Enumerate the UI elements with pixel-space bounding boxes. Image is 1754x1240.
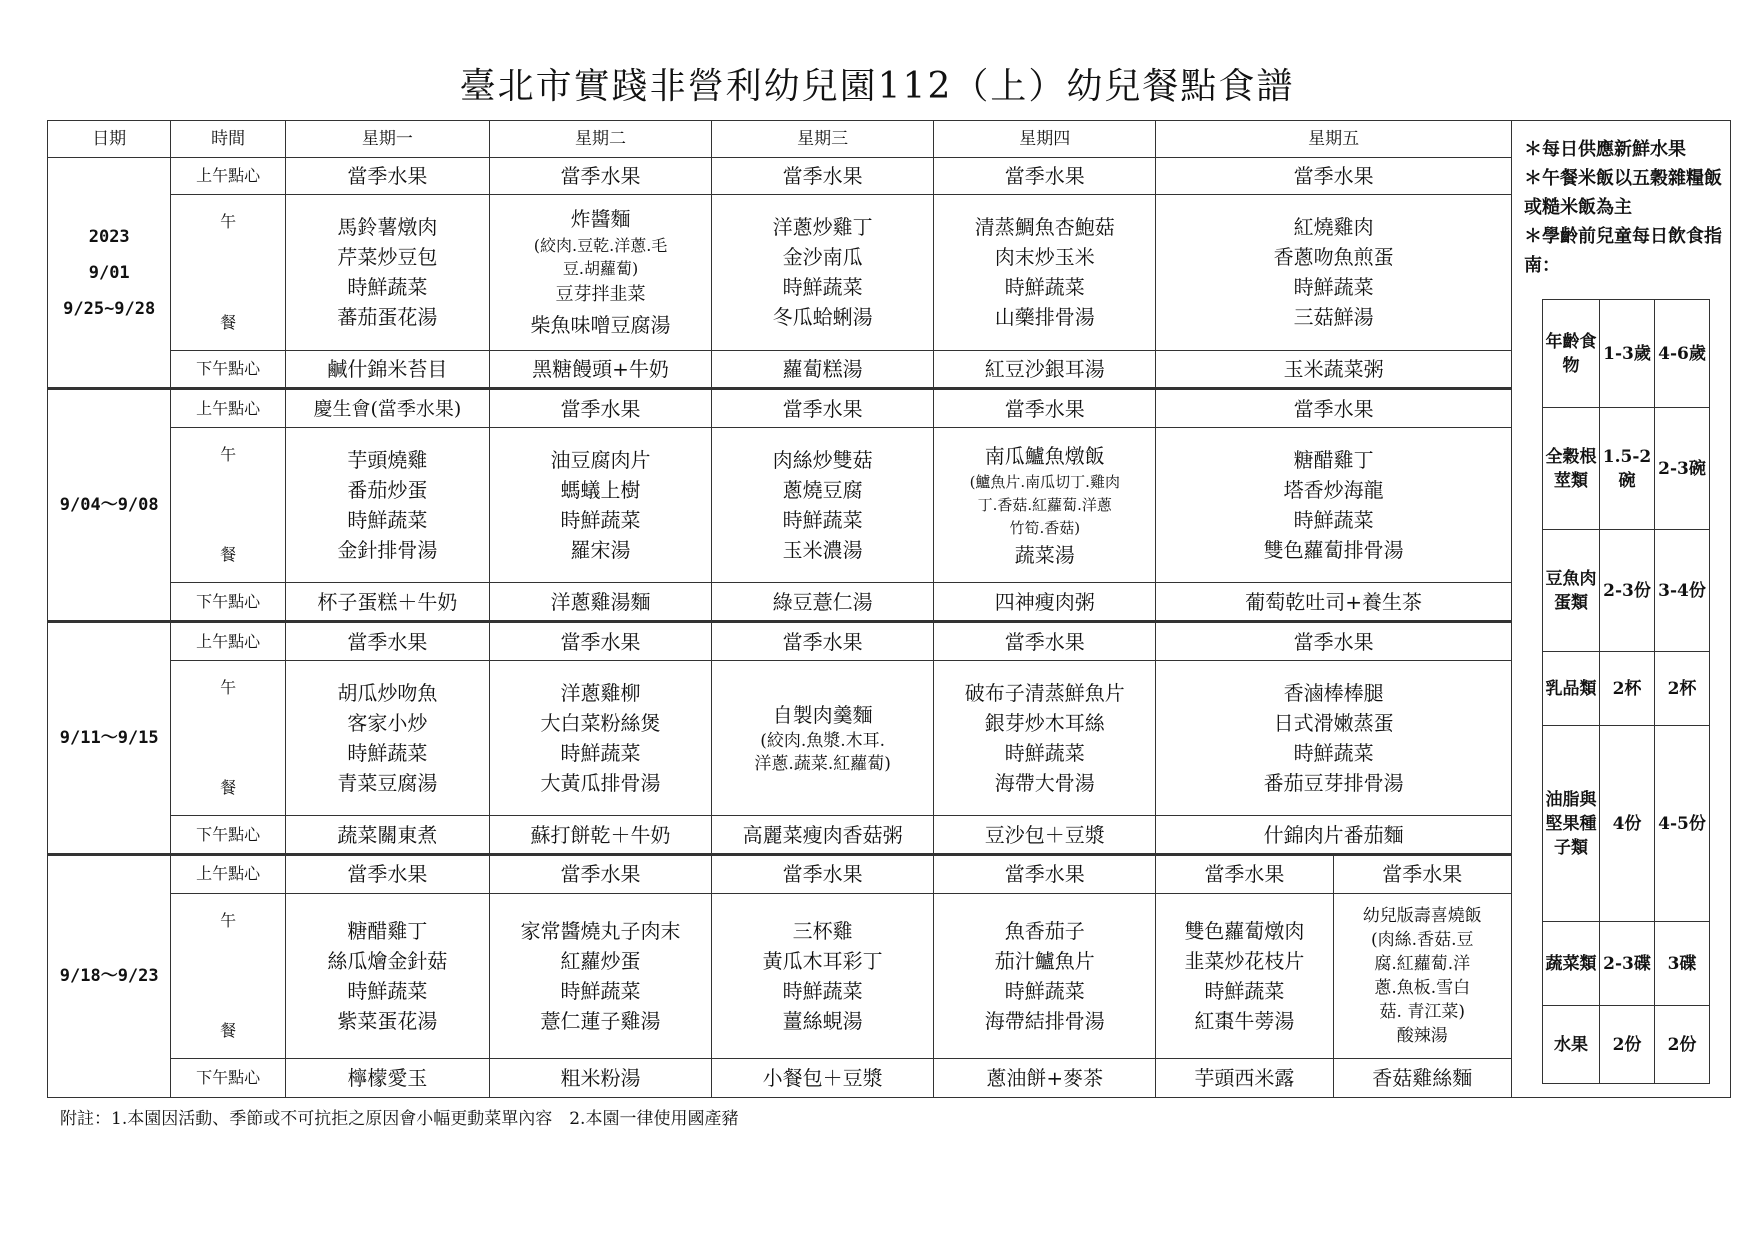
guide-amount-4-6: 2杯 [1655, 652, 1710, 726]
week2-am-fri: 當季水果 [1156, 389, 1512, 428]
week1-morning-row [48, 157, 1512, 194]
header-tue: 星期二 [489, 121, 711, 158]
guide-category: 乳品類 [1543, 652, 1600, 726]
week1-date-line: 9/25~9/28 [63, 298, 156, 319]
week2-am-wed: 當季水果 [712, 389, 934, 428]
week3-lunch-wed [712, 660, 934, 815]
dish: 肉絲炒雙菇 [772, 448, 873, 473]
guide-header-category: 年齡食物 [1543, 300, 1600, 408]
week4-lunch-row [48, 893, 1512, 1058]
week4-pm-fri: 芋頭西米露 [1156, 1059, 1333, 1098]
dish: 時鮮蔬菜 [347, 275, 428, 300]
lunch-label [171, 660, 285, 815]
week1-am-fri: 當季水果 [1156, 157, 1512, 194]
dish: 時鮮蔬菜 [1293, 275, 1374, 300]
guide-row [1543, 408, 1710, 530]
week4-am-tue: 當季水果 [489, 854, 711, 893]
week2-pm-thu: 四神瘦肉粥 [934, 583, 1156, 622]
dish: 香蔥吻魚煎蛋 [1273, 245, 1394, 270]
week3-am-mon: 當季水果 [285, 622, 489, 661]
dish: 紫菜蛋花湯 [337, 1008, 438, 1033]
week1-lunch-wed [712, 194, 934, 350]
dish: 日式滑嫩蒸蛋 [1273, 711, 1394, 736]
dish-ingredients: 菇. 青江菜) [1379, 1001, 1465, 1022]
week1-date-line: 2023 [88, 226, 130, 247]
week4-lunch-sat [1333, 893, 1511, 1058]
dish: 絲瓜燴金針菇 [327, 948, 448, 973]
guide-header-row [1543, 300, 1710, 408]
dish: 柴魚味噌豆腐湯 [530, 313, 671, 338]
dish: 糖醋雞丁 [347, 918, 428, 943]
week2-lunch-wed [712, 428, 934, 583]
lunch-label-bottom: 餐 [220, 545, 237, 565]
lunch-label-top: 午 [220, 910, 237, 930]
dish: 時鮮蔬菜 [782, 978, 863, 1003]
menu-table [47, 120, 1512, 1098]
dish: 螞蟻上樹 [560, 478, 641, 503]
week1-lunch-tue [489, 194, 711, 350]
week1-am-thu: 當季水果 [934, 157, 1156, 194]
dish: 蕃茄蛋花湯 [337, 305, 438, 330]
page-title: 臺北市實踐非營利幼兒園112（上）幼兒餐點食譜 [459, 66, 1295, 107]
week4-am-mon: 當季水果 [285, 854, 489, 893]
dish: 時鮮蔬菜 [1004, 275, 1085, 300]
dish: 時鮮蔬菜 [782, 508, 863, 533]
dish: 肉末炒玉米 [994, 245, 1095, 270]
dish: 時鮮蔬菜 [560, 978, 641, 1003]
week1-pm-thu: 紅豆沙銀耳湯 [934, 350, 1156, 389]
dish: 黃瓜木耳彩丁 [762, 948, 883, 973]
lunch-label-bottom: 餐 [220, 778, 237, 798]
dish: 海帶結排骨湯 [984, 1008, 1105, 1033]
guide-category: 蔬菜類 [1543, 922, 1600, 1006]
week2-pm-mon: 杯子蛋糕＋牛奶 [285, 583, 489, 622]
dish: 洋蔥炒雞丁 [772, 215, 873, 240]
guide-row [1543, 1006, 1710, 1084]
week2-pm-tue: 洋蔥雞湯麵 [489, 583, 711, 622]
dish-ingredients: 豆.胡蘿蔔) [562, 259, 639, 279]
dish: 茄汁鱸魚片 [994, 948, 1095, 973]
dish: 芹菜炒豆包 [337, 245, 438, 270]
week2-lunch-row [48, 428, 1512, 583]
dish-ingredients: 腐.紅蘿蔔.洋 [1374, 953, 1471, 974]
dish: 山藥排骨湯 [994, 305, 1095, 330]
week3-afternoon-row [48, 816, 1512, 855]
week2-am-thu: 當季水果 [934, 389, 1156, 428]
week4-pm-wed: 小餐包＋豆漿 [712, 1059, 934, 1098]
week3-lunch-row [48, 660, 1512, 815]
guide-amount-1-3: 4份 [1600, 726, 1655, 922]
dish-ingredients: (鱸魚片.南瓜切丁.雞肉 [969, 472, 1120, 491]
guide-category: 油脂與堅果種子類 [1543, 726, 1600, 922]
week2-afternoon-row [48, 583, 1512, 622]
week1-am-wed: 當季水果 [712, 157, 934, 194]
guide-amount-4-6: 4-5份 [1655, 726, 1710, 922]
dish: 海帶大骨湯 [994, 771, 1095, 796]
week1-pm-fri: 玉米蔬菜粥 [1156, 350, 1512, 389]
dish: 洋蔥雞柳 [560, 681, 641, 706]
note-item: ＊午餐米飯以五穀雜糧飯或糙米飯為主 [1524, 168, 1722, 218]
dish: 酸辣湯 [1396, 1025, 1448, 1046]
week2-pm-wed: 綠豆薏仁湯 [712, 583, 934, 622]
week4-lunch-wed [712, 893, 934, 1058]
dish: 魚香茄子 [1004, 918, 1085, 943]
dish: 三菇鮮湯 [1293, 305, 1374, 330]
dish: 韭菜炒花枝片 [1184, 948, 1305, 973]
dish: 時鮮蔬菜 [347, 741, 428, 766]
morning-snack-label: 上午點心 [171, 157, 285, 194]
dish: 銀芽炒木耳絲 [984, 711, 1105, 736]
dish: 塔香炒海龍 [1283, 478, 1384, 503]
week2-lunch-fri [1156, 428, 1512, 583]
guide-row [1543, 652, 1710, 726]
week4-pm-sat: 香菇雞絲麵 [1333, 1059, 1511, 1098]
dish-ingredients: (絞肉.魚漿.木耳. [760, 731, 886, 752]
guide-amount-4-6: 3碟 [1655, 922, 1710, 1006]
dish: 糖醋雞丁 [1293, 448, 1374, 473]
week3-lunch-tue [489, 660, 711, 815]
dish: 番茄豆芽排骨湯 [1263, 771, 1404, 796]
dish-ingredients: 丁.香菇.紅蘿蔔.洋蔥 [977, 495, 1112, 514]
dish: 蔬菜湯 [1014, 542, 1075, 567]
dish: 雙色蘿蔔燉肉 [1184, 918, 1305, 943]
dish: 金沙南瓜 [782, 245, 863, 270]
week4-pm-thu: 蔥油餅+麥茶 [934, 1059, 1156, 1098]
dish: 時鮮蔬菜 [347, 508, 428, 533]
dish: 紅燒雞肉 [1293, 215, 1374, 240]
notes-panel [1512, 120, 1731, 1098]
dish: 薑絲蜆湯 [782, 1008, 863, 1033]
dish: 青菜豆腐湯 [337, 771, 438, 796]
notes-list [1524, 135, 1724, 280]
guide-header-age-4-6: 4-6歲 [1655, 300, 1710, 408]
dish: 時鮮蔬菜 [1004, 978, 1085, 1003]
header-time: 時間 [171, 121, 285, 158]
week4-am-thu: 當季水果 [934, 854, 1156, 893]
header-date: 日期 [48, 121, 171, 158]
dish: 紅蘿炒蛋 [560, 948, 641, 973]
dish: 時鮮蔬菜 [347, 978, 428, 1003]
lunch-label [171, 428, 285, 583]
dish: 時鮮蔬菜 [1004, 741, 1085, 766]
week3-lunch-thu [934, 660, 1156, 815]
dish-ingredients: 洋蔥.蔬菜.紅蘿蔔) [754, 754, 891, 775]
week4-dates: 9/18～9/23 [48, 854, 171, 1097]
dish: 三杯雞 [792, 918, 853, 943]
note-item: ＊學齡前兒童每日飲食指南： [1524, 226, 1722, 276]
dish: 豆芽拌韭菜 [555, 284, 646, 306]
dish: 馬鈴薯燉肉 [337, 215, 438, 240]
dish: 幼兒版壽喜燒飯 [1362, 905, 1482, 926]
dish: 番茄炒蛋 [347, 478, 428, 503]
week3-pm-fri: 什錦肉片番茄麵 [1156, 816, 1512, 855]
note-item: ＊每日供應新鮮水果 [1524, 139, 1686, 160]
dish-ingredients: (絞肉.豆乾.洋蔥.毛 [533, 236, 668, 256]
week1-lunch-row [48, 194, 1512, 350]
week3-am-tue: 當季水果 [489, 622, 711, 661]
morning-snack-label: 上午點心 [171, 622, 285, 661]
week2-morning-row [48, 389, 1512, 428]
morning-snack-label: 上午點心 [171, 389, 285, 428]
morning-snack-label: 上午點心 [171, 854, 285, 893]
week3-pm-thu: 豆沙包＋豆漿 [934, 816, 1156, 855]
guide-amount-4-6: 3-4份 [1655, 530, 1710, 652]
dish: 時鮮蔬菜 [1293, 741, 1374, 766]
afternoon-snack-label: 下午點心 [171, 350, 285, 389]
header-fri: 星期五 [1156, 121, 1512, 158]
week1-dates [48, 157, 171, 389]
week2-am-tue: 當季水果 [489, 389, 711, 428]
dish-ingredients: (肉絲.香菇.豆 [1371, 929, 1474, 950]
guide-amount-4-6: 2-3碗 [1655, 408, 1710, 530]
week4-lunch-thu [934, 893, 1156, 1058]
guide-category: 水果 [1543, 1006, 1600, 1084]
guide-row [1543, 726, 1710, 922]
week3-dates: 9/11～9/15 [48, 622, 171, 855]
lunch-label-top: 午 [220, 445, 237, 465]
dish-ingredients: 竹筍.香菇) [1009, 518, 1081, 537]
dish: 芋頭燒雞 [347, 448, 428, 473]
dish: 時鮮蔬菜 [560, 741, 641, 766]
week3-pm-wed: 高麗菜瘦肉香菇粥 [712, 816, 934, 855]
guide-amount-1-3: 2杯 [1600, 652, 1655, 726]
week4-lunch-tue [489, 893, 711, 1058]
week1-am-tue: 當季水果 [489, 157, 711, 194]
week4-pm-mon: 檸檬愛玉 [285, 1059, 489, 1098]
week4-lunch-mon [285, 893, 489, 1058]
dish: 胡瓜炒吻魚 [337, 681, 438, 706]
week1-pm-tue: 黑糖饅頭+牛奶 [489, 350, 711, 389]
dish: 破布子清蒸鮮魚片 [964, 681, 1125, 706]
lunch-label-top: 午 [220, 677, 237, 697]
guide-category: 豆魚肉蛋類 [1543, 530, 1600, 652]
footnote: 附註：1.本園因活動、季節或不可抗拒之原因會小幅更動菜單內容 2.本園一律使用國產豬 [60, 1109, 739, 1129]
dish: 蔥燒豆腐 [782, 478, 863, 503]
week2-pm-fri: 葡萄乾吐司+養生茶 [1156, 583, 1512, 622]
week1-pm-mon: 鹹什錦米苔目 [285, 350, 489, 389]
week3-am-fri: 當季水果 [1156, 622, 1512, 661]
guide-category: 全穀根莖類 [1543, 408, 1600, 530]
dish: 自製肉羹麵 [772, 703, 873, 728]
dish: 時鮮蔬菜 [782, 275, 863, 300]
lunch-label [171, 194, 285, 350]
afternoon-snack-label: 下午點心 [171, 583, 285, 622]
lunch-label-bottom: 餐 [220, 312, 237, 332]
guide-amount-4-6: 2份 [1655, 1006, 1710, 1084]
week4-pm-tue: 粗米粉湯 [489, 1059, 711, 1098]
week4-am-wed: 當季水果 [712, 854, 934, 893]
week3-pm-tue: 蘇打餅乾＋牛奶 [489, 816, 711, 855]
dietary-guide-table [1542, 299, 1710, 1084]
lunch-label-bottom: 餐 [220, 1021, 237, 1041]
dish: 清蒸鯛魚杏鮑菇 [974, 215, 1115, 240]
dish: 炸醬麵 [570, 207, 631, 232]
week3-morning-row [48, 622, 1512, 661]
afternoon-snack-label: 下午點心 [171, 816, 285, 855]
afternoon-snack-label: 下午點心 [171, 1059, 285, 1098]
dish: 家常醬燒丸子肉末 [520, 918, 681, 943]
week4-lunch-fri [1156, 893, 1333, 1058]
guide-amount-1-3: 2-3碟 [1600, 922, 1655, 1006]
dish: 大黃瓜排骨湯 [540, 771, 661, 796]
dish: 香滷棒棒腿 [1283, 681, 1384, 706]
dish: 時鮮蔬菜 [1204, 978, 1285, 1003]
dish: 薏仁蓮子雞湯 [540, 1008, 661, 1033]
week1-am-mon: 當季水果 [285, 157, 489, 194]
week4-morning-row [48, 854, 1512, 893]
week2-lunch-tue [489, 428, 711, 583]
dish: 金針排骨湯 [337, 538, 438, 563]
dish: 玉米濃湯 [782, 538, 863, 563]
dish: 南瓜鱸魚燉飯 [984, 443, 1105, 468]
week4-am-sat: 當季水果 [1333, 854, 1511, 893]
week2-lunch-mon [285, 428, 489, 583]
dish: 大白菜粉絲煲 [540, 711, 661, 736]
week3-am-wed: 當季水果 [712, 622, 934, 661]
week3-lunch-fri [1156, 660, 1512, 815]
week1-pm-wed: 蘿蔔糕湯 [712, 350, 934, 389]
dish: 羅宋湯 [570, 538, 631, 563]
guide-row [1543, 530, 1710, 652]
guide-amount-1-3: 2-3份 [1600, 530, 1655, 652]
header-thu: 星期四 [934, 121, 1156, 158]
header-row [48, 121, 1512, 158]
week1-afternoon-row [48, 350, 1512, 389]
header-wed: 星期三 [712, 121, 934, 158]
week2-dates: 9/04～9/08 [48, 389, 171, 622]
week1-lunch-mon [285, 194, 489, 350]
week1-date-line: 9/01 [88, 262, 130, 283]
dish: 冬瓜蛤蜊湯 [772, 305, 873, 330]
week1-lunch-thu [934, 194, 1156, 350]
dish: 油豆腐肉片 [550, 448, 651, 473]
lunch-label-top: 午 [220, 211, 237, 231]
guide-amount-1-3: 1.5-2碗 [1600, 408, 1655, 530]
dish: 時鮮蔬菜 [1293, 508, 1374, 533]
dish-ingredients: 蔥.魚板.雪白 [1374, 977, 1471, 998]
guide-row [1543, 922, 1710, 1006]
guide-amount-1-3: 2份 [1600, 1006, 1655, 1084]
week2-am-mon: 慶生會(當季水果) [285, 389, 489, 428]
week3-pm-mon: 蔬菜關東煮 [285, 816, 489, 855]
dish: 客家小炒 [347, 711, 428, 736]
week3-am-thu: 當季水果 [934, 622, 1156, 661]
lunch-label [171, 893, 285, 1058]
guide-header-age-1-3: 1-3歲 [1600, 300, 1655, 408]
header-mon: 星期一 [285, 121, 489, 158]
week3-lunch-mon [285, 660, 489, 815]
dish: 紅棗牛蒡湯 [1194, 1008, 1295, 1033]
dish: 時鮮蔬菜 [560, 508, 641, 533]
dish: 雙色蘿蔔排骨湯 [1263, 538, 1404, 563]
week2-lunch-thu [934, 428, 1156, 583]
week1-lunch-fri [1156, 194, 1512, 350]
week4-afternoon-row [48, 1059, 1512, 1098]
week4-am-fri: 當季水果 [1156, 854, 1333, 893]
